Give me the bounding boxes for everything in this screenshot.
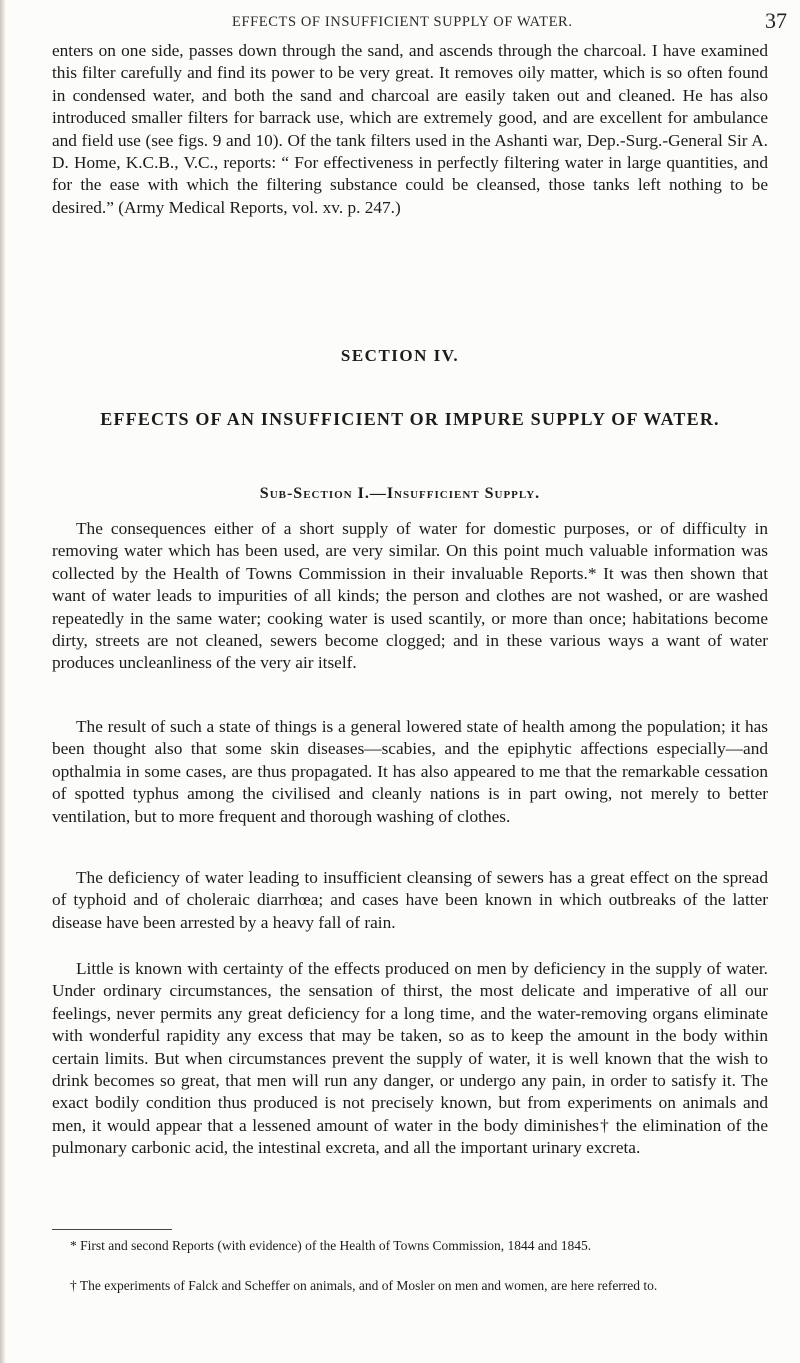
body-paragraph: Little is known with certainty of the effects produced on men by deficiency in the supply of water. Under ordinary circumstances, the sensation of thirst, the most delicate and imperative of all our feelings, never permits any great deficiency for a long time, and the water-removing organs eliminate with wonderful rapidity any excess that may be taken, so as to keep the amount in the body within certain limits. But when circumstances prevent the supply of water, it is well known that the wish to drink becomes so great, that men will run any danger, or undergo any pain, in order to satisfy it. The exact bodily condition thus produced is not precisely known, but from experiments on animals and men, it would appear that a lessened amount of water in the body diminishes† the elimination of the pulmonary carbonic acid, the intestinal excreta, and all the important urinary excreta. — [52, 959, 768, 1158]
section-title: EFFECTS OF AN INSUFFICIENT OR IMPURE SUPPLY OF WATER. — [100, 409, 720, 429]
subsection-heading: Sub-Section I.—Insufficient Supply. — [259, 485, 541, 502]
body-paragraph: The deficiency of water leading to insufficient cleansing of sewers has a great effect on the spread of typhoid and of choleraic diarrhœa; and cases have been known in which outbreaks of the latter disease have been arrested by a heavy fall of rain. — [52, 868, 768, 932]
section-heading: SECTION IV. — [340, 346, 460, 365]
running-head: EFFECTS OF INSUFFICIENT SUPPLY OF WATER. — [232, 14, 573, 30]
page-number: 37 — [765, 8, 787, 33]
intro-paragraph: enters on one side, passes down through the sand, and ascends through the charcoal. I have examined this filter carefully and find its power to be very great. It removes oily matter, which is so often found in condensed water, and both the sand and charcoal are easily taken out and cleaned. He has also introduced smaller filters for barrack use, which are extremely good, and are excellent for ambulance and field use (see figs. 9 and 10). Of the tank filters used in the Ashanti war, Dep.-Surg.-General Sir A. D. Home, K.C.B., V.C., reports: “ For effectiveness in perfectly filtering water in large quantities, and for the ease with which the filtering substance could be cleansed, those tanks left nothing to be desired.” (Army Medical Reports, vol. xv. p. 247.) — [52, 41, 768, 217]
footnote: † The experiments of Falck and Scheffer on animals, and of Mosler on men and women, are here referred to. — [70, 1278, 658, 1293]
body-paragraph: The result of such a state of things is a general lowered state of health among the population; it has been thought also that some skin diseases—scabies, and the epiphytic affections especially—and opthalmia in some cases, are thus propagated. It has also appeared to me that the remarkable cessation of spotted typhus among the civilised and cleanly nations is in part owing, not merely to better ventilation, but to more frequent and thorough washing of clothes. — [52, 717, 768, 826]
footnote: * First and second Reports (with evidence) of the Health of Towns Commission, 1844 and 1845. — [70, 1238, 592, 1253]
footnote-rule — [52, 1229, 172, 1230]
body-paragraph: The consequences either of a short supply of water for domestic purposes, or of difficulty in removing water which has been used, are very similar. On this point much valuable information was collected by the Health of Towns Commission in their invaluable Reports.* It was then shown that want of water leads to impurities of all kinds; the person and clothes are not washed, or are washed repeatedly in the same water; cooking water is used scantily, or more than once; habitations become dirty, streets are not cleaned, sewers become clogged; and in these various ways a want of water produces uncleanliness of the very air itself. — [52, 519, 768, 673]
page-spine-shadow — [0, 0, 6, 1363]
